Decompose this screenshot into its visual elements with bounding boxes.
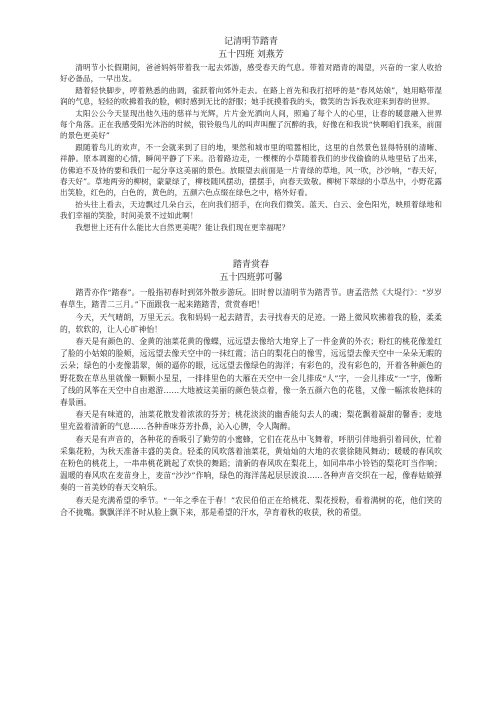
paragraph: 踏着轻快脚步，哼着熟悉的曲调，雀跃着向郊外走去。在路上首先和我打招呼的是“春风姑娘”，她用略带湿润的气息，轻轻的吹拂着我的脸，顿时感到无比的舒服；她手抚摸着我的头，微笑的告诉我欢迎来到春的世界。 bbox=[60, 85, 442, 107]
paragraph: 跟随着鸟儿的欢声，不一会就来到了目的地，果然和城市里的喧嚣相比，这里的自然景色显得特别的清晰、祥静。原本凋谢的心情，瞬间平静了下来。沿着路边走，一棵棵的小草随着我们的步伐偷偷的从地里钻了出来，仿佛迫不及待的要和我们一起分享这美丽的景色。放眼望去前面是一片青绿的草地，风一吹，沙沙响，“春天好，春天好”。草地两旁的柳树，蒙蒙绿了，柳枝随风摆动，摆摆手，向春天致敬。柳树下翠绿的小草丛中，小野花露出笑脸，红色的，白色的，黄色的，五颜六色点缀在绿色之中，格外好看。 bbox=[60, 142, 442, 198]
paragraph: 春天是有声音的，各种花的香吸引了勤劳的小蜜蜂，它们在花丛中飞舞着，呼朋引伴地捐引着同伙，忙着采集花粉，为秋天准备丰盛的美食。轻柔的风吹落着油菜花，黄灿灿的大地的衣裳徐随风舞动；暖暖的春风吹在粉色的桃花上，一串串桃花跳起了欢快的舞蹈；清新的春风吹在梨花上，如同串串小铃铛的梨花叮当作响；温暖的春风吹在麦苗身上，麦苗“沙沙”作响，绿色的海洋荡起层层波浪……各种声音交织在一起，像春姑娘弹奏的一首美妙的春天交响乐。 bbox=[60, 434, 442, 493]
essay-author: 五十四班郭可馨 bbox=[219, 273, 283, 284]
essay-title: 记清明节踏青 bbox=[223, 37, 278, 47]
paragraph: 踏青亦作“踏春”。一般指初春时到郊外散步游玩。旧时曾以清明节为踏青节。唐孟浩然《大堤行》：“岁岁春草生，踏青二三月。”下面跟我一起来踏踏青，赏赏春吧！ bbox=[60, 288, 442, 310]
essay-title: 踏青赏春 bbox=[232, 260, 269, 271]
paragraph: 抬头往上看去，天边飘过几朵白云，在向我们招手，在向我们微笑。蓝天、白云、金色阳光，映照着绿地和我们幸福的笑脸，时间美景不过如此啊！ bbox=[60, 199, 442, 221]
paragraph: 太阳公公今天显现出他久违的慈祥与光辉，片片金光洒向人间，照遍了每个人的心里，让春的暖意融入世界每个角落。正在我感受阳光沐浴的时候，银铃般鸟儿的叫声叫醒了沉醉的我，好像在和我说“快啊咱们我来，前面的景色更美好” bbox=[60, 108, 442, 141]
paragraph: 我想世上还有什么能比大自然更美呢？能让我们现在更幸福呢？ bbox=[75, 222, 290, 232]
essay-author: 五十四班 刘燕芳 bbox=[218, 50, 284, 60]
paragraph: 春天是有味道的，油菜花散发着浓浓的芬芳；桃花淡淡的幽香能勾去人的魂；梨花飘着凝甜的馨香；麦地里充盈着清新的气息……各种香味芬芳扑鼻，沁入心脾，令人陶醉。 bbox=[60, 410, 442, 432]
paragraph: 清明节小长假期间，爸爸妈妈带着我一起去郊游，感受春天的气息。带着对踏青的渴望，兴奋的一家人收拾好必备品，一早出发。 bbox=[60, 63, 442, 84]
paragraph: 春天是有颜色的、金黄的油菜花黄的像蝶，远远望去像给大地穿上了一件金黄的外衣；粉红的桃花像羞红了脸的小姑娘的脸颊，远远望去像天空中的一抹红霞；洁白的梨花白的像雪，远远望去像天空中一朵朵无暇的云朵；绿色的小麦像翡翠，倾的逼你的眼，远远望去像绿色的海洋；有彩色的，没有彩色的，开着各种颜色的野花数在草丛里就像一颗颗小星星，一排排里色的大雁在天空中一会儿排成“人”字，一会儿排成“一”字，像断了线的风筝在天空中自由遨游……大地被这美丽的颜色装点着，像一条五颜六色的花毯，又像一幅浓妆艳抹的春景画。 bbox=[60, 336, 442, 407]
paragraph: 春天是充满希望的季节。“一年之季在于春！”农民伯伯正在给桃花、梨花授粉，看着满树的花，他们笑的合不拢嘴。飘飘洋洋不时从脸上飘下来，那是希望的汗水，孕育着秋的收获，秋的希望。 bbox=[60, 495, 442, 517]
essay-2 bbox=[60, 259, 442, 519]
paragraph: 今天，天气晴朗，万里无云。我和妈妈一起去踏青，去寻找春天的足迹。一路上微风吹拂着我的脸，柔柔的，软软的，让人心旷神怡！ bbox=[60, 312, 442, 334]
essay-1 bbox=[60, 36, 442, 233]
